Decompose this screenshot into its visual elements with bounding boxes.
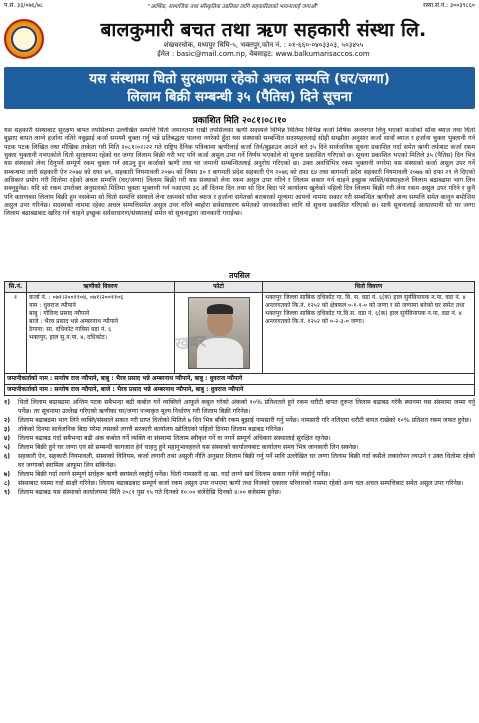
motto: "आर्थिक, सामाजिक तथा साँस्कृतिक उन्नतिका लागि सहकारिताको भावनालाई जगाऔं" xyxy=(147,4,319,10)
organization-name: बालकुमारी बचत तथा ऋण सहकारी संस्था लि. xyxy=(100,19,427,41)
cooperative-logo-icon xyxy=(4,19,44,59)
term-text: सहकारी ऐन, सहकारी नियमावली, संस्थाको विनियम, कर्जा लगानी तथा असुली नीति अनुसार लिलाम बिक्री गर्नु पर्ने मावि उल्लेखित घर जग्गा लिलाम बिक्री गर्दा कसैले लकारोपन ल्याउने र उक्त धितोमा रहेको घर जग्गाको स्वामित्व आफूमा लिन सकिनेछ। xyxy=(18,453,475,469)
header-serial: सि.नं. xyxy=(5,282,27,293)
term-number: ८) xyxy=(4,479,11,487)
borrower-father: बाबु : गोविन्द प्रसाद न्यौपाने xyxy=(29,310,90,317)
term-number: ९) xyxy=(4,488,11,496)
publication-date: प्रकाशित मिति २०८१।०८।१० xyxy=(192,116,287,126)
borrower-details xyxy=(27,293,175,374)
organization-contact: ईमेल : basic@mail.com.np, वेबसाइट: www.balkumarisaccos.com xyxy=(157,50,370,58)
guarantor-details-2: जमानीकर्ताको नाम : सन्तोष राज न्यौपाने, बाजे : भैरव प्रसाद भन्ने अम्बरनाथ न्यौपाने, बाबु : धुवराज न्यौपाने xyxy=(5,385,475,396)
schedule-title: तपसिल xyxy=(229,271,250,280)
term-number: २) xyxy=(4,416,11,424)
guarantor-row-2 xyxy=(5,385,475,396)
list-item xyxy=(4,453,475,470)
list-item xyxy=(4,471,475,480)
notice-title-banner xyxy=(4,67,475,109)
collateral-details xyxy=(263,293,475,374)
term-number: ५) xyxy=(4,443,11,451)
list-item xyxy=(4,417,475,426)
list-item xyxy=(4,480,475,489)
list-item xyxy=(4,426,475,435)
notice-title-line-2: लिलाम बिक्री सम्बन्धी ३५ (पैतिस) दिने सूचना xyxy=(127,89,352,105)
guarantor-details-1: जमानीकर्ताको नाम : सन्तोष राज न्यौपाने, बाबु : भैरव प्रसाद भन्ने अम्बरनाथ न्यौपाने, बाबु : धुवराज न्यौपाने xyxy=(5,374,475,385)
top-meta xyxy=(4,2,475,14)
term-text: लिलाम बढाबढमा भाग लिने व्यक्ति/संस्थाले सकार गरी प्राप्त धितोको मितिले ७ दिन भित्र बाँकी रकम बुझाई नामसारी गर्नु पर्नेछ। नामसारी गरि नलिएमा धरौटी बापत राखेको १०% प्रतिशत रकम जफत हुनेछ। xyxy=(18,416,472,424)
term-number: ६) xyxy=(4,453,11,461)
intro-paragraph: यस सहकारी संस्थाबाट सुरक्षण बापत तपसिलमा उल्लेखित सम्पत्ति धितो जमानतमा राखी तपसिलका ऋणी सदस्यले विभिन्न मितिमा विभिन्न कर्जा शिर्षक अन्तरगत लिनु भएको कर्जाको साँवा ब्याज तथा धितो बुझाए बापत लाग्ने हर्जाना नतिरे नबुझाई कर्जा समयमै चुक्ता गर्नु भन्ने प्रतिबद्धता पालना नगरेको हुँदा यस संस्थाको सम्बन्धित सदस्यहरुलाई सोही सम्झौता अनुसार कर्जा सावाँ ब्याज र हर्जाना चुक्ता भुक्तानी गर्न पटक पटक लिखित तथा मौखिक ताकेता गरी मिति २०८१।०२।२२ गते राष्ट्रिय दैनिक पत्रिकामा ऋणीलाई कर्जा तिर्न/बुझाउन आउने बारे ३५ दिने सार्वजनिक सूचना प्रकाशित गर्दा समेत ऋणी तर्फबाट कर्जा रकम चुक्ता भुक्तानी नभएकोले धितो सुरक्षणमा रहेको घर जग्गा लिलाम बिक्री गरी भए पनि कर्जा असुल उपर गर्ने निर्णय भएकोले यो सूचना प्रकाशित गरिएको छ। सूचना प्रकाशित भएको मितिले ३५ (पैतिस) दिन भित्र यस संस्थाको लेना दिनुपर्ने सम्पूर्ण रकम चुक्ता गर्न आउनु हुन कर्जाको ऋणी तथा घर जमानी सम्बन्धितलाई अनुरोध गरिएको छ। उक्त अवधिभित्र रकम भुक्तानी नगरेमा यस संस्थाको कर्जा असुल उपर गर्ने सम्बन्धमा जारी सहकारी ऐन २०७४ को दफा ७९, सहकारी नियमावली २०७५ को नियम ३० र बागमती प्रदेश सहकारी ऐन २०७६ को दफा ६४ तथा बागमती प्रदेश सहकारी नियमावली २०७७ को दफा २९ ले दिएको अधिकार प्रयोग गरी धितोमा रहेको अचल सम्पत्ति (घर/जग्गा) लिलाम बिक्री गरी यस संस्थाको लेना रकम असुल उपर गरिने र लिलाम सकार गर्न चाहने इच्छुक व्यक्ति/संस्थाहरुले लिलाम बढाबढमा भाग लिन सक्नुहुनेछ। यदि सो रकम उपरोक्त अनुसारको मितिमा चुक्ता भुक्तानी गर्न नआएमा ३६ औं दिनमा दिन तथा सो दिन बिदा परे कार्यालय खुलेको पहिलो दिन लिलाम बिक्री गरी लेना रकम असुल उपर गरिने र कुनै पनि कारणबस लिलाम बिक्री हुन नसकेमा सो धितो सम्पत्ति संस्थाले लेना रकमको साँवा ब्याज र हर्जाना समेतको बराबरको मूल्यमा आफ्नो नाममा सकार गरी सम्बन्धित ऋणीको अन्य सम्पत्ति समेत कानुन बमोजिम असुल उपर गरिनेछ। सदस्यको नाममा रहेका अचल सम्पत्तिसमेत असुल उपर गरिने ब्यहोरा सर्वसाधारण समेतको जानकारीका लागि यो सूचना प्रकाशित गरिएको छ। साथै सूचनालाई आधारमानी सो घर जग्गा लिलाम बढाबढबाट खरिद गर्न चाहने इच्छुक सर्वसाधारण/संस्थालाई समेत यो सूचनाद्वारा जानकारी गराईन्छ। xyxy=(4,127,475,218)
list-item xyxy=(4,399,475,416)
borrower-address-1: ठेगाना: सा. दधिकोट गाविस वडा नं. ६ xyxy=(29,326,112,333)
watermark: खबर xyxy=(174,331,207,355)
terms-list xyxy=(4,399,475,498)
organization-address: शंखधरचोक, मध्यपुर थिमि-५, भक्तपुर,फोन नं. : ०१-६६०-०४०३३०३, ५०३४५५ xyxy=(163,41,364,49)
term-text: लिलाम बढाबढ यस संस्थाको कार्यालयमा मिति २०८१ पुस १५ गते दिनको १०:०० बजेदेखि दिनको ४:०० बजेसम्म हुनेछ। xyxy=(18,488,282,496)
guarantor-row-1 xyxy=(5,374,475,385)
term-text: लिलाम बिक्री गर्दा लाग्ने सम्पूर्ण सर्चहरू ऋणी स्वयंमले व्यहोर्नु पर्नेछ। धितो नामसारी दा.खा. गर्दा लाग्ने खर्च लिलाम सकार गर्नेले व्यहोर्नु पर्नेछ। xyxy=(18,470,331,478)
list-item xyxy=(4,435,475,444)
term-number: १) xyxy=(4,399,11,406)
registration-number: रस्या.सं.नं.: ३००३९८६० xyxy=(423,2,475,9)
term-text: धितो लिलाम बढाबढमा अन्तिम पटक सबैभन्दा बढी कबोल गर्ने व्यक्तिले आफूले कबुल गरेको अंकको १०% प्रतिशतले हुने रकम धरौटी बापत तुरुन्त लिलाम बढाबढ गरेकै स्थानमा यस संस्थामा जम्मा गर्नु पर्नेछ। तर सूचनामा उल्लेख गरिएको ऋणीका घर/जग्गा पञ्चकृत मूल्य निर्धारण गरी लिलाम बिक्री गरिनेछ। xyxy=(18,399,475,415)
letterhead-text xyxy=(52,19,475,59)
serial-number: १ xyxy=(5,293,27,374)
borrower-grandfather: बाजे : भैरव प्रसाद भन्ने अम्बरनाथ न्यौपाने xyxy=(29,318,118,325)
collateral-item-1: भक्तपुर जिल्ला साबिक दधिकोट गा. वि. स. वडा नं. ६(क) हाल सुर्यविनायक न.पा. वडा नं. ४ अन्तरगतको कि.नं. १२५२ को क्षेत्रफल ०-१-१-० को जग्गा र सो जग्गामा बनेको घर समेत तथा xyxy=(265,294,466,309)
collateral-item-2: भक्तपुर जिल्ला साबिक दधिकोट गा.वि.स. वडा नं. ६(क) हाल सुर्यविनायक न.पा. वडा नं. ४ अन्तरगतको कि.नं. १२५२ को ०-२-३-० जग्गा। xyxy=(265,310,462,325)
loan-number: कर्जा नं. : ०७१।२००११०४, ०७१।२००११०६ xyxy=(29,294,124,301)
term-number: ७) xyxy=(4,470,11,478)
loan-details-table xyxy=(4,281,475,396)
notice-title-line-1: यस संस्थामा धितो सुरक्षणमा रहेको अचल सम्पत्ति (घर/जग्गा) xyxy=(89,71,390,87)
term-number: ३) xyxy=(4,425,11,433)
list-item xyxy=(4,489,475,498)
table-header-row xyxy=(5,282,475,293)
term-text: लिलाम बिक्री हुने घर जग्गा एवं सो सम्बन्धी कागजात हेर्न चाहनु हुने महानुभावहरुले यस संस्थाको कार्यालयबाट कार्यालय समय भित्र जानकारी लिन सक्नेछ। xyxy=(18,443,359,451)
header-borrower: ऋणीको विवरण xyxy=(27,282,175,293)
borrower-address-2: भक्तपुर, हाल सु.न.पा. ४, दधिकोट। xyxy=(29,334,108,341)
term-text: तोकेको दिनमा सार्वजनिक बिदा परेमा त्यसको लगत्तै सरकारी कार्यालय खोलिएको पहिलो दिनमा लिलाम बढाबढ गरिनेछ। xyxy=(18,425,284,433)
term-text: लिलाम बढाबढ गर्दा सबैभन्दा बढी अंक कबोल गर्ने व्यक्ति वा संस्थामा लिलाम स्वीकृत गर्ने वा नगर्ने सम्पूर्ण अधिकार संस्थालाई सुरक्षित रहनेछ। xyxy=(18,434,331,442)
table-row xyxy=(5,293,475,374)
letter-number: प.सं. ३३/०७६/७८ xyxy=(4,2,44,9)
list-item xyxy=(4,444,475,453)
term-number: ४) xyxy=(4,434,11,442)
letterhead xyxy=(4,14,475,64)
borrower-name: नाम : धुवराज न्यौपाने xyxy=(29,302,76,309)
header-photo: फोटो xyxy=(175,282,263,293)
header-collateral: धितो विवरण xyxy=(263,282,475,293)
term-text: संस्थाबाट यसमा गर्दा साक्षी गरिनेछ। लिलाम बढाबढबाट सम्पूर्ण कर्जा रकम असुल उपर नभएमा ऋणी तथा निजको एकाघर परिवारको नाममा रहेको अन्य चल अचल सम्पत्तिबाट समेत असुल उपर गरिनेछ। xyxy=(18,479,464,487)
